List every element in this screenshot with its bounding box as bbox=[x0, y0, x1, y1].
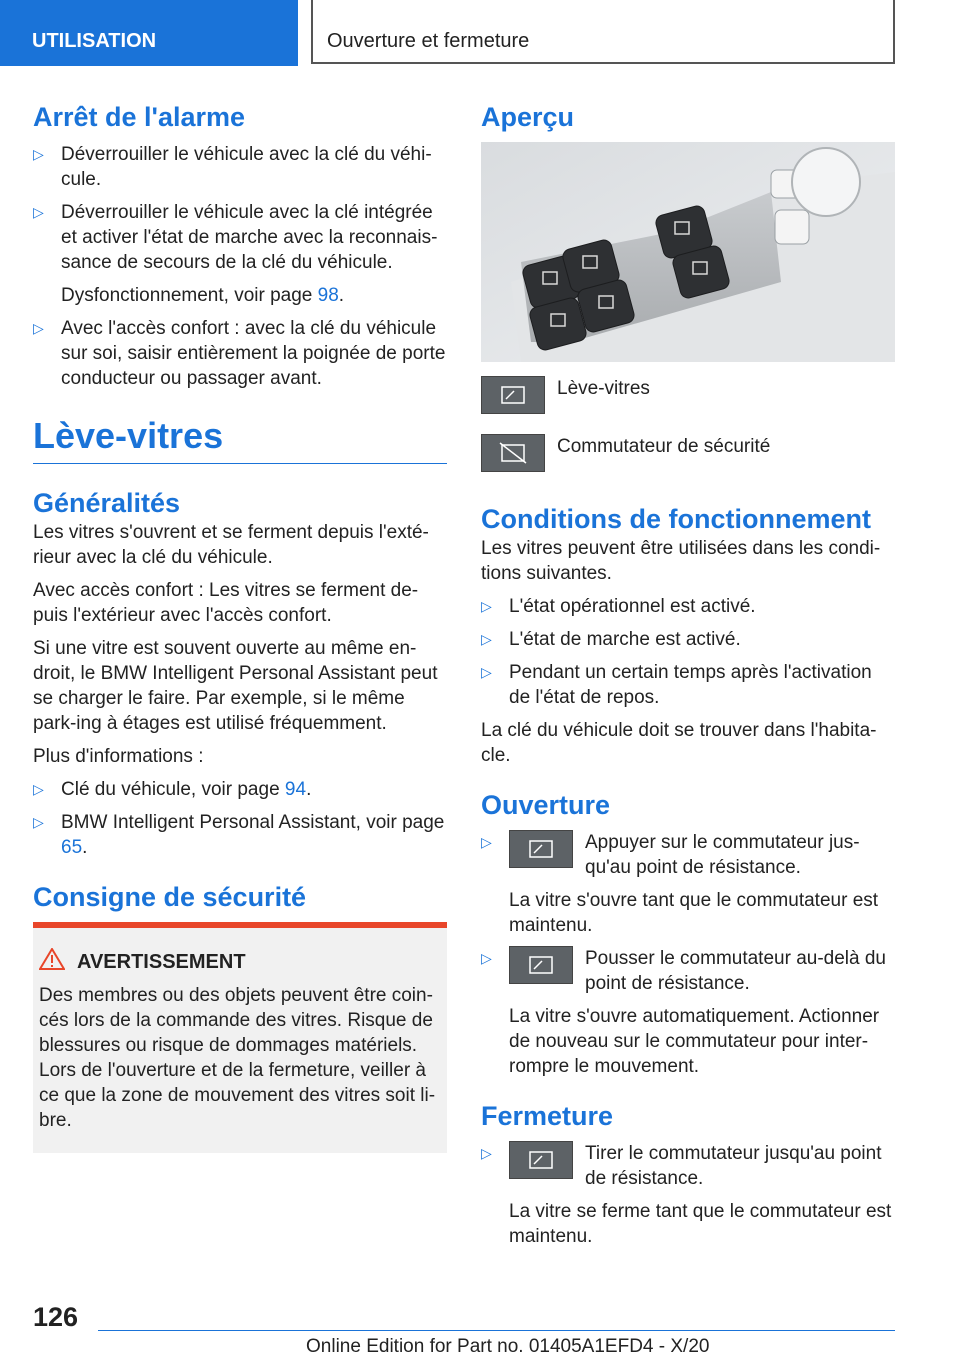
paragraph: Si une vitre est souvent ouverte au même en-droit, le BMW Intelligent Personal Assistant peut se charger le faire. Par exemple, si le même park-ing à étages est utilisé fréquemment. bbox=[33, 638, 438, 734]
list-item: ▷ Pousser le commutateur au-delà du point de résistance. bbox=[481, 948, 886, 994]
list-item: ▷ Tirer le commutateur jusqu'au point de résistance. bbox=[481, 1143, 882, 1189]
list-item: ▷ Déverrouiller le véhicule avec la clé du véhi-cule. bbox=[33, 144, 432, 190]
window-switch-icon bbox=[509, 830, 573, 868]
legend-label: Lève-vitres bbox=[557, 378, 650, 399]
header-chapter-label: Ouverture et fermeture bbox=[327, 30, 530, 52]
list-subtext: La vitre s'ouvre automatiquement. Actionner de nouveau sur le commutateur pour inter-rompre le mouvement. bbox=[509, 1006, 880, 1077]
footer-divider bbox=[98, 1330, 895, 1331]
left-column bbox=[33, 100, 447, 1153]
list-item: ▷ BMW Intelligent Personal Assistant, voir page 65. bbox=[33, 812, 445, 858]
list-item: ▷ Appuyer sur le commutateur jus-qu'au point de résistance. bbox=[481, 832, 860, 878]
list-item: ▷ Avec l'accès confort : avec la clé du véhicule sur soi, saisir entièrement la poignée de porte conducteur ou passager avant. bbox=[33, 318, 446, 389]
triangle-bullet-icon: ▷ bbox=[481, 631, 492, 647]
conditions-heading: Conditions de fonctionnement bbox=[481, 504, 871, 534]
triangle-bullet-icon: ▷ bbox=[33, 146, 44, 162]
page-number: 126 bbox=[33, 1302, 79, 1332]
header-chapter bbox=[311, 0, 895, 64]
paragraph: Les vitres peuvent être utilisées dans les condi-tions suivantes. bbox=[481, 538, 881, 584]
list-subtext: Dysfonctionnement, voir page 98. bbox=[61, 285, 345, 306]
legend-row bbox=[481, 434, 895, 480]
paragraph: La clé du véhicule doit se trouver dans l'habita-cle. bbox=[481, 720, 877, 766]
list-item: ▷ L'état opérationnel est activé. bbox=[481, 596, 756, 617]
warning-triangle-icon bbox=[39, 948, 65, 977]
main-heading-wrap bbox=[33, 413, 447, 464]
page-link-94[interactable]: 94 bbox=[284, 779, 307, 800]
legend-row bbox=[481, 376, 895, 422]
window-switch-icon bbox=[481, 376, 545, 414]
list-subtext: La vitre s'ouvre tant que le commutateur est maintenu. bbox=[509, 890, 879, 936]
header-section bbox=[0, 0, 298, 66]
warning-title: AVERTISSEMENT bbox=[77, 950, 439, 975]
paragraph: Les vitres s'ouvrent et se ferment depuis l'exté-rieur avec la clé du véhicule. bbox=[33, 522, 429, 568]
window-switch-icon bbox=[509, 946, 573, 984]
right-column bbox=[481, 100, 895, 1257]
list-item: ▷ Clé du véhicule, voir page 94. bbox=[33, 779, 312, 800]
page-link-65[interactable]: 65 bbox=[61, 837, 83, 858]
safety-heading: Consigne de sécurité bbox=[33, 882, 307, 912]
triangle-bullet-icon: ▷ bbox=[481, 598, 492, 614]
page-link-98[interactable]: 98 bbox=[317, 285, 339, 306]
closing-heading: Fermeture bbox=[481, 1101, 614, 1131]
paragraph: Plus d'informations : bbox=[33, 746, 204, 767]
main-heading: Lève-vitres bbox=[33, 415, 224, 456]
triangle-bullet-icon: ▷ bbox=[33, 204, 44, 220]
list-item: ▷ Pendant un certain temps après l'activation de l'état de repos. bbox=[481, 662, 872, 708]
header-section-label: UTILISATION bbox=[32, 30, 157, 52]
warning-text: Des membres ou des objets peuvent être coin-cés lors de la commande des vitres. Risque de blessures ou risque de dommages matériels. Lors de l'ouverture et de la fermeture, veiller à ce que la zone de mouvement des vitres soit li-bre. bbox=[39, 985, 436, 1131]
triangle-bullet-icon: ▷ bbox=[33, 320, 44, 336]
opening-heading: Ouverture bbox=[481, 790, 611, 820]
list-item: ▷ L'état de marche est activé. bbox=[481, 629, 741, 650]
overview-heading: Aperçu bbox=[481, 102, 575, 132]
general-heading: Généralités bbox=[33, 488, 181, 518]
window-switch-icon bbox=[509, 1141, 573, 1179]
legend-label: Commutateur de sécurité bbox=[557, 436, 771, 457]
footer-edition: Online Edition for Part no. 01405A1EFD4 - X/20 bbox=[306, 1336, 710, 1357]
warning-box bbox=[33, 922, 447, 1153]
triangle-bullet-icon: ▷ bbox=[481, 664, 492, 680]
safety-switch-icon bbox=[481, 434, 545, 472]
list-subtext: La vitre se ferme tant que le commutateur est maintenu. bbox=[509, 1201, 892, 1247]
alarm-heading: Arrêt de l'alarme bbox=[33, 102, 246, 132]
triangle-bullet-icon: ▷ bbox=[481, 950, 492, 966]
paragraph: Avec accès confort : Les vitres se ferment de-puis l'extérieur avec l'accès confort. bbox=[33, 580, 419, 626]
triangle-bullet-icon: ▷ bbox=[481, 1145, 492, 1161]
list-item: ▷ Déverrouiller le véhicule avec la clé intégrée et activer l'état de marche avec la reconnais-sance de secours de la clé du véhicule. bbox=[33, 202, 438, 273]
triangle-bullet-icon: ▷ bbox=[481, 834, 492, 850]
triangle-bullet-icon: ▷ bbox=[33, 781, 44, 797]
window-switch-photo bbox=[481, 142, 895, 362]
triangle-bullet-icon: ▷ bbox=[33, 814, 44, 830]
